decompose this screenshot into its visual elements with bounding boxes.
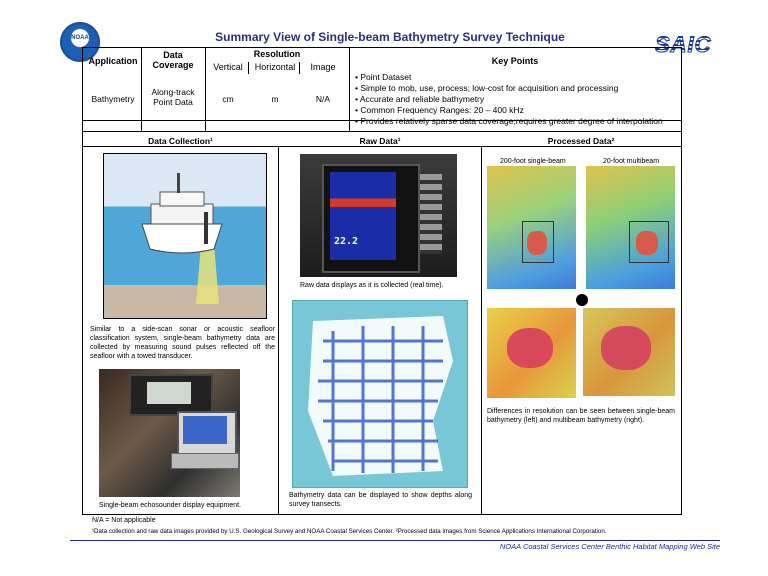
header-resolution: Resolution: [253, 49, 301, 59]
section-processed-data: Processed Data²: [547, 136, 615, 146]
depth-readout: 22.2: [334, 236, 359, 247]
sonar-beam: [196, 244, 219, 304]
raw-data-caption: Raw data displays as it is collected (real time).: [300, 282, 444, 289]
header-key-points: Key Points: [491, 56, 539, 66]
col-divider: [278, 146, 279, 514]
boat-bridge: [160, 192, 204, 206]
equipment-caption: Single-beam echosounder display equipment.: [99, 502, 242, 509]
key-point: • Accurate and reliable bathymetry: [355, 94, 677, 105]
section-divider: [83, 131, 681, 132]
key-point: • Point Dataset: [355, 72, 677, 83]
laptop-screen: [183, 416, 227, 444]
equipment-screen: [147, 382, 191, 404]
label-single-beam: 200-foot single-beam: [500, 158, 566, 165]
shoal-feature: [636, 231, 658, 255]
single-beam-detail-image: [487, 308, 576, 398]
boat-cabin: [151, 204, 213, 224]
boat-transducer-illustration: [103, 153, 267, 319]
label-multibeam: 20-foot multibeam: [603, 158, 660, 165]
col-divider: [205, 48, 206, 131]
display-buttons: [420, 174, 442, 254]
cell-vertical: cm: [222, 94, 234, 104]
footer-rule: [70, 540, 720, 541]
transducer-pole: [204, 212, 208, 244]
single-beam-bathymetry-image: [487, 166, 576, 289]
map-svg: [293, 301, 467, 487]
key-point: • Provides relatively sparse data coverage;requires greater degree of interpolation: [355, 116, 677, 127]
shoal-feature: [601, 326, 651, 370]
cell-application: Bathymetry: [91, 94, 135, 104]
laptop-keyboard: [171, 453, 239, 469]
sources-note: ¹Data collection and raw data images provided by U.S. Geological Survey and NOAA Coastal Services Center. ²Processed data images from Science Applications International Corporation.: [92, 528, 607, 535]
multibeam-detail-image: [583, 308, 675, 396]
noaa-logo-text: NOAA: [71, 35, 89, 41]
cell-data-coverage: Along-track Point Data: [151, 87, 195, 107]
boat-svg: [104, 154, 266, 318]
header-data-coverage: Data Coverage: [152, 50, 194, 70]
boat-hull: [142, 224, 222, 253]
survey-transects-map: [292, 300, 468, 488]
na-note: N/A = Not applicable: [92, 517, 156, 524]
shoal-feature: [507, 328, 553, 368]
section-raw-data: Raw Data¹: [359, 136, 401, 146]
shoal-feature: [527, 231, 547, 255]
multibeam-bathymetry-image: [586, 166, 675, 289]
section-data-collection: Data Collection¹: [148, 136, 213, 146]
boat-mast: [177, 173, 180, 193]
footer-site-link[interactable]: NOAA Coastal Services Center Benthic Habitat Mapping Web Site: [499, 542, 720, 551]
saic-logo-text: SAIC: [655, 32, 733, 58]
header-image: Image: [310, 62, 336, 72]
header-horizontal: Horizontal: [254, 62, 296, 72]
processed-data-caption: Differences in resolution can be seen between single-beam bathymetry (left) and multibeam bathymetry (right).: [487, 408, 675, 424]
map-caption: Bathymetry data can be displayed to show depths along survey transects.: [289, 492, 472, 508]
cell-horizontal: m: [271, 94, 279, 104]
key-point: • Simple to mob, use, process; low-cost for acquisition and processing: [355, 83, 677, 94]
north-arrow-icon: [576, 294, 588, 306]
header-application: Application: [88, 56, 138, 66]
header-vertical: Vertical: [213, 62, 243, 72]
section-header-divider: [83, 146, 681, 147]
cell-image: N/A: [315, 94, 331, 104]
echosounder-display-photo: [300, 154, 457, 277]
page-title: Summary View of Single-beam Bathymetry Survey Technique: [215, 30, 565, 44]
col-divider: [481, 146, 482, 514]
key-point: • Common Frequency Ranges: 20 – 400 kHz: [355, 105, 677, 116]
echosounder-equipment-photo: [99, 369, 240, 497]
key-points-list: [355, 72, 677, 127]
data-collection-caption: Similar to a side-scan sonar or acoustic seafloor classification system, single-beam bathymetry data are collected by measuring sound pulses reflected off the seafloor with a towed transducer.: [90, 326, 275, 360]
